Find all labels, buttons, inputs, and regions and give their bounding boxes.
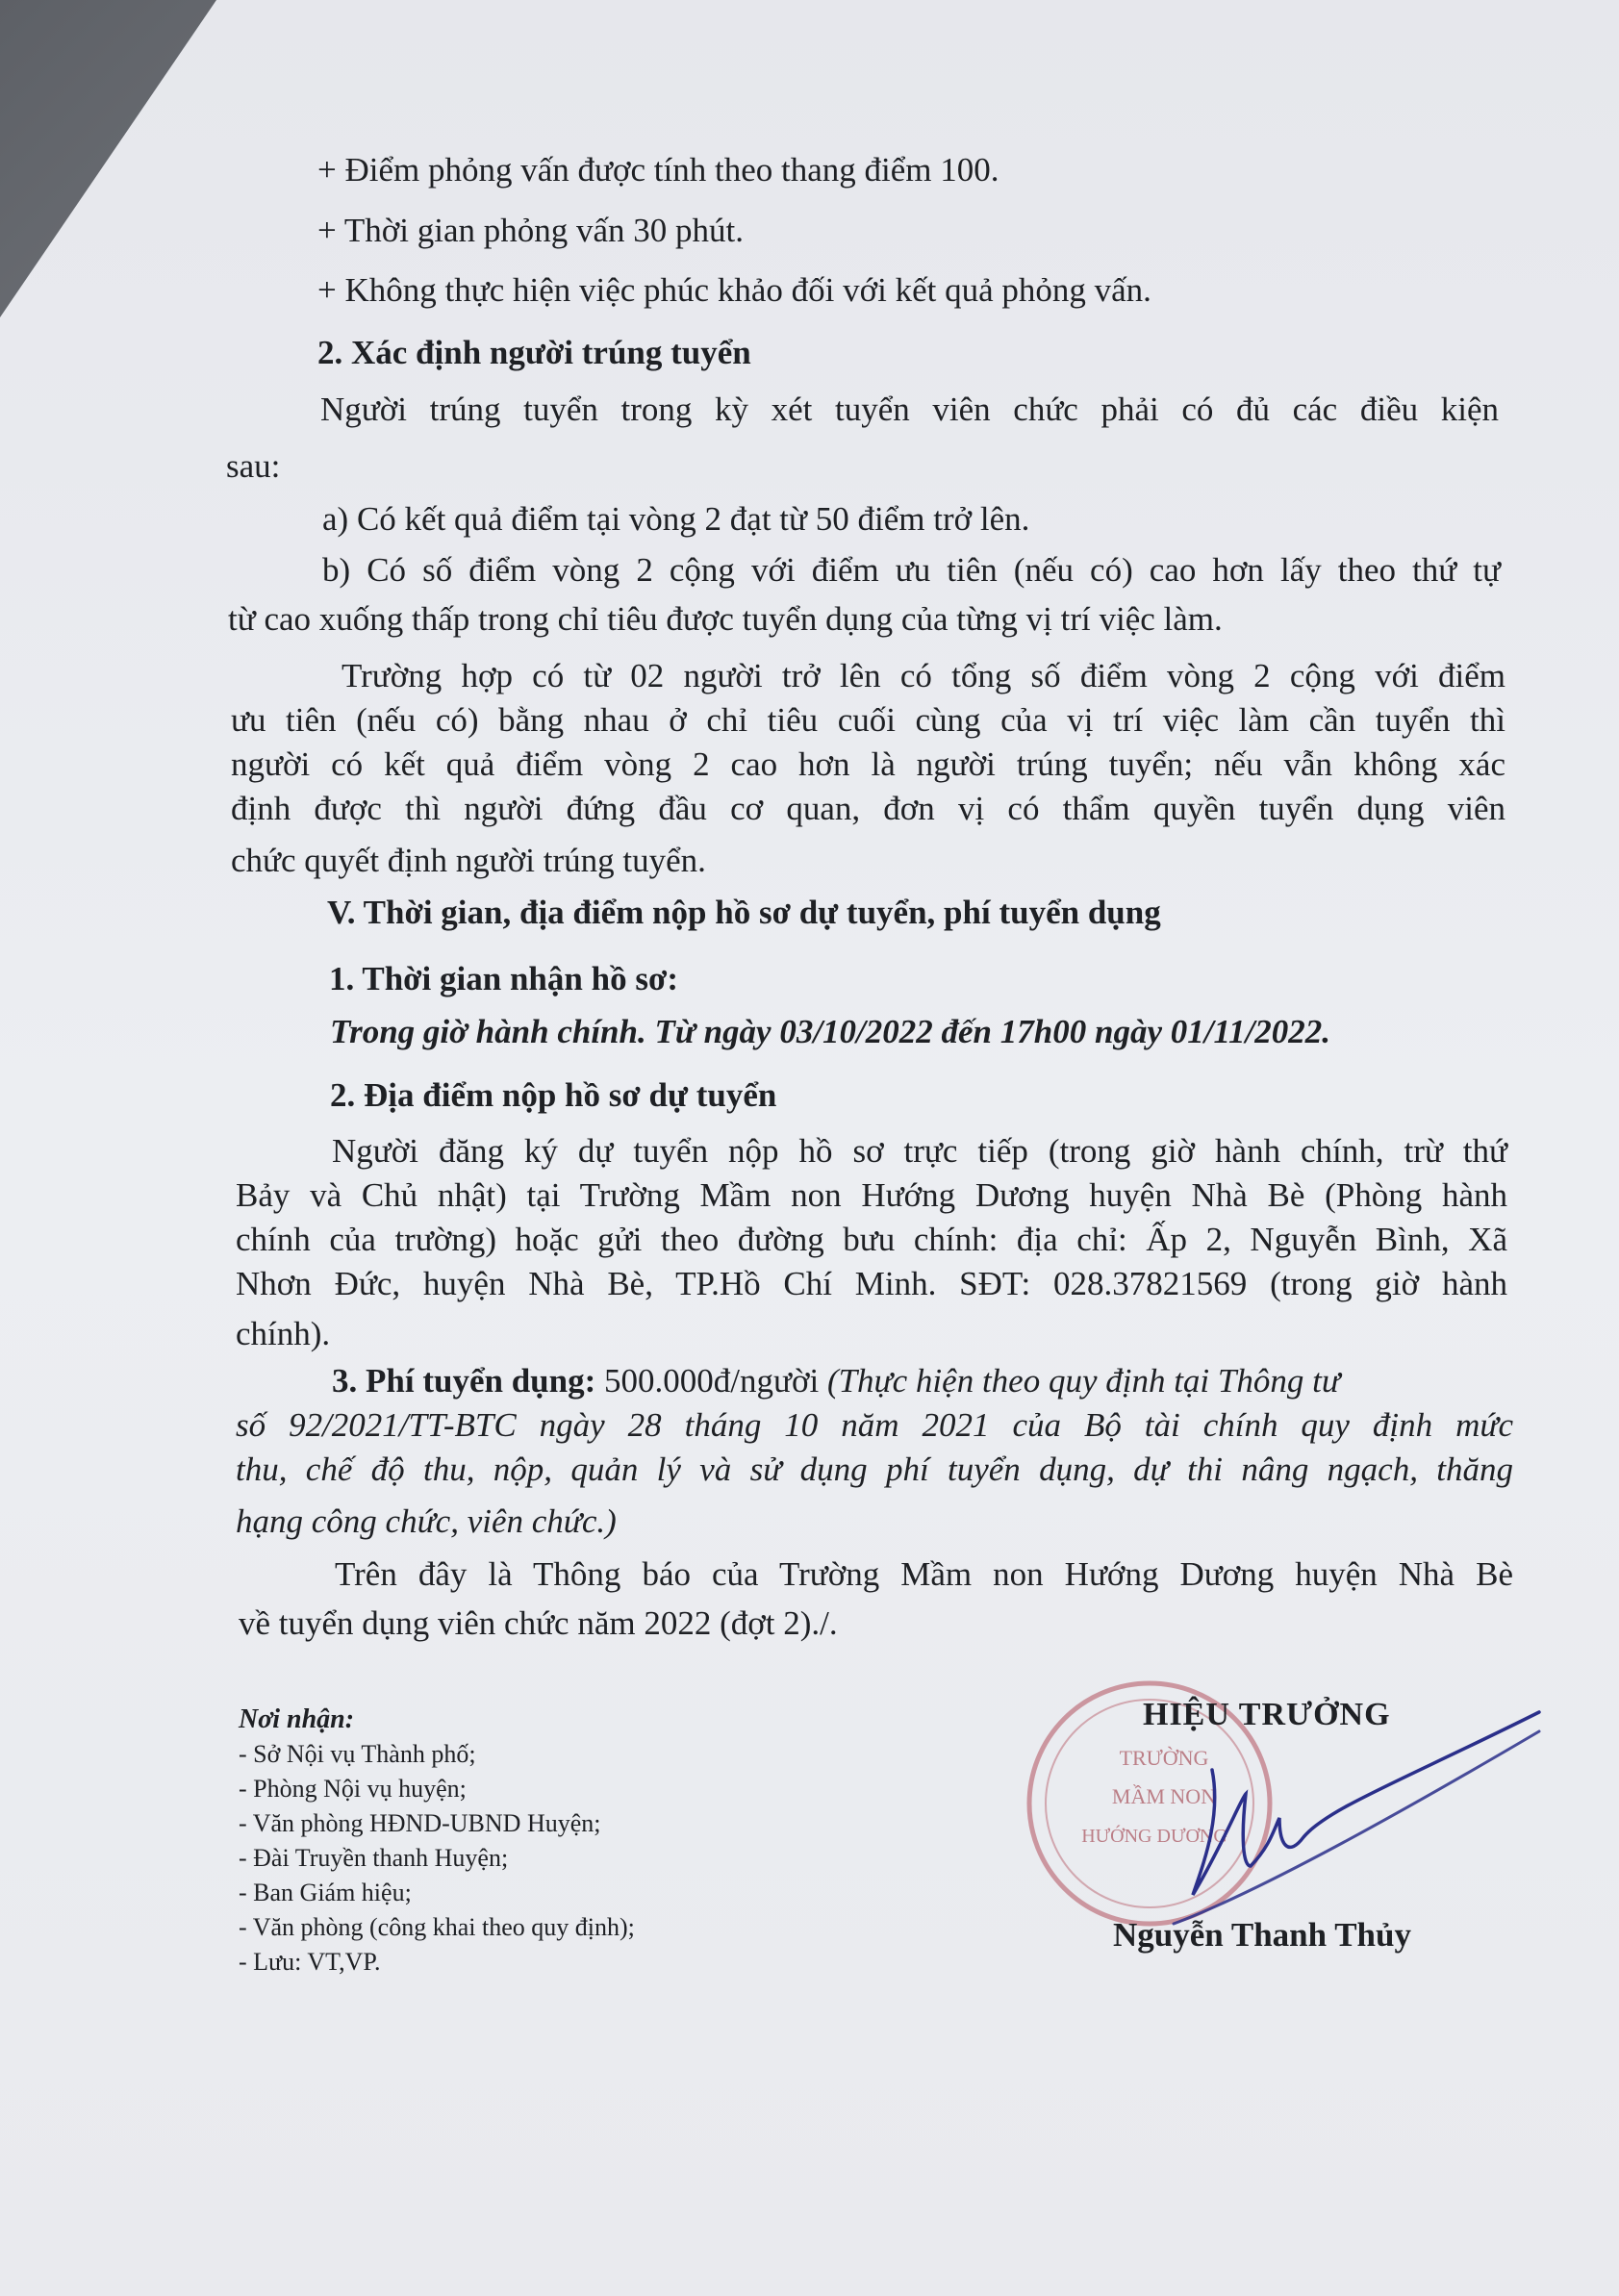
subheading-location: 2. Địa điểm nộp hồ sơ dự tuyển: [330, 1076, 777, 1114]
fee-note: (Thực hiện theo quy định tại Thông tư: [826, 1362, 1340, 1400]
section-heading-winner: 2. Xác định người trúng tuyển: [317, 334, 751, 371]
no-review-line: + Không thực hiện việc phúc khảo đối với kết quả phỏng vấn.: [317, 271, 1151, 309]
paragraph-line: chính).: [236, 1315, 331, 1352]
recipient-item: - Đài Truyền thanh Huyện;: [239, 1844, 509, 1872]
signer-name: Nguyễn Thanh Thủy: [1113, 1916, 1411, 1954]
section-heading-v: V. Thời gian, địa điểm nộp hồ sơ dự tuyển, phí tuyển dụng: [327, 894, 1161, 931]
handwritten-signature: [1135, 1703, 1558, 1933]
stamp-line-3: HƯỚNG DƯƠNG: [1081, 1826, 1227, 1847]
paragraph-line: từ cao xuống thấp trong chỉ tiêu được tuyển dụng của từng vị trí việc làm.: [228, 600, 1223, 638]
recipients-title: Nơi nhận:: [239, 1704, 355, 1734]
paragraph-line: chính của trường) hoặc gửi theo đường bưu chính: địa chỉ: Ấp 2, Nguyễn Bình, Xã: [236, 1221, 1507, 1258]
paragraph-line: Nhơn Đức, huyện Nhà Bè, TP.Hồ Chí Minh. SĐT: 028.37821569 (trong giờ hành: [236, 1265, 1507, 1302]
stamp-line-2: MẦM NON: [1111, 1784, 1217, 1808]
paragraph-line: người có kết quả điểm vòng 2 cao hơn là người trúng tuyển; nếu vẫn không xác: [231, 745, 1505, 783]
fee-line: [332, 1359, 1340, 1403]
paragraph-line: Trường hợp có từ 02 người trở lên có tổng số điểm vòng 2 cộng với điểm: [342, 657, 1505, 694]
fee-note-line: thu, chế độ thu, nộp, quản lý và sử dụng phí tuyển dụng, dự thi nâng ngạch, thăng: [236, 1451, 1513, 1488]
paragraph-line: sau:: [226, 447, 281, 485]
paragraph-line: ưu tiên (nếu có) bằng nhau ở chỉ tiêu cuối cùng của vị trí việc làm cần tuyển thì: [231, 701, 1505, 739]
stamp-line-1: TRƯỜNG: [1119, 1746, 1209, 1770]
condition-b-line: b) Có số điểm vòng 2 cộng với điểm ưu tiên (nếu có) cao hơn lấy theo thứ tự: [322, 551, 1501, 589]
submission-time-line: Trong giờ hành chính. Từ ngày 03/10/2022 đến 17h00 ngày 01/11/2022.: [330, 1013, 1331, 1050]
paragraph-line: Người đăng ký dự tuyển nộp hồ sơ trực tiếp (trong giờ hành chính, trừ thứ: [332, 1132, 1507, 1170]
recipient-item: - Ban Giám hiệu;: [239, 1879, 412, 1906]
recipient-item: - Văn phòng (công khai theo quy định);: [239, 1913, 635, 1941]
recipient-item: - Lưu: VT,VP.: [239, 1948, 381, 1976]
recipient-item: - Sở Nội vụ Thành phố;: [239, 1740, 476, 1768]
paragraph-line: Bảy và Chủ nhật) tại Trường Mầm non Hướng Dương huyện Nhà Bè (Phòng hành: [236, 1176, 1507, 1214]
fee-label: 3. Phí tuyển dụng:: [332, 1362, 596, 1400]
interview-time-line: + Thời gian phỏng vấn 30 phút.: [317, 212, 744, 249]
fee-note-line: hạng công chức, viên chức.): [236, 1502, 617, 1540]
subheading-time: 1. Thời gian nhận hồ sơ:: [329, 960, 678, 997]
closing-line: Trên đây là Thông báo của Trường Mầm non Hướng Dương huyện Nhà Bè: [335, 1555, 1513, 1593]
paragraph-line: chức quyết định người trúng tuyển.: [231, 842, 706, 879]
condition-a-line: a) Có kết quả điểm tại vòng 2 đạt từ 50 điểm trở lên.: [322, 500, 1030, 538]
closing-line: về tuyển dụng viên chức năm 2022 (đợt 2)./.: [239, 1604, 838, 1642]
recipient-item: - Phòng Nội vụ huyện;: [239, 1775, 467, 1803]
interview-score-line: + Điểm phỏng vấn được tính theo thang điểm 100.: [317, 151, 999, 189]
paragraph-line: định được thì người đứng đầu cơ quan, đơn vị có thẩm quyền tuyển dụng viên: [231, 790, 1505, 827]
fee-note-line: số 92/2021/TT-BTC ngày 28 tháng 10 năm 2021 của Bộ tài chính quy định mức: [236, 1406, 1513, 1444]
signer-title: HIỆU TRƯỞNG: [1143, 1697, 1391, 1732]
fee-amount: 500.000đ/người: [595, 1362, 827, 1400]
paragraph-line: Người trúng tuyển trong kỳ xét tuyển viên chức phải có đủ các điều kiện: [320, 391, 1499, 428]
recipient-item: - Văn phòng HĐND-UBND Huyện;: [239, 1809, 601, 1837]
